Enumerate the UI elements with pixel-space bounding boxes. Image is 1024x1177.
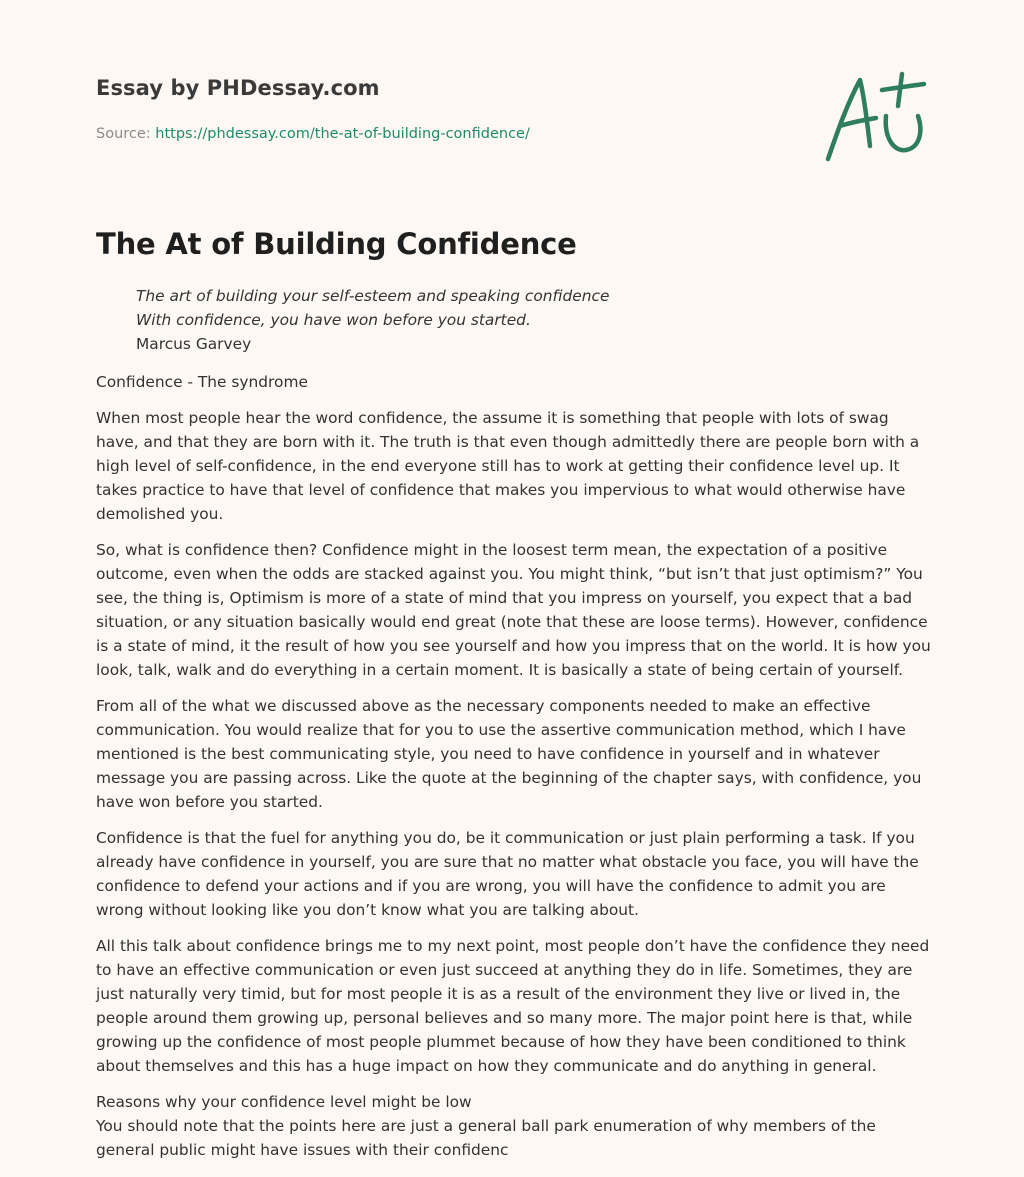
- paragraph: When most people hear the word confidence, the assume it is something that people with lots of swag have, and that they are born with it. The truth is that even though admittedly there are people born with a high level of self-confidence, in the end everyone still has to work at getting their confidence level up. It takes practice to have that level of confidence that makes you impervious to what would otherwise have demolished you.: [96, 409, 920, 523]
- paragraph: From all of the what we discussed above as the necessary components needed to make an effective communication. You would realize that for you to use the assertive communication method, which I have mentioned is the best communicating style, you need to have confidence in yourself and in whatever message you are passing across. Like the quote at the beginning of the chapter says, with confidence, you have won before you started.: [96, 697, 922, 811]
- paragraph: So, what is confidence then? Confidence might in the loosest term mean, the expectation of a positive outcome, even when the odds are stacked against you. You might think, “but isn’t that just optimism?” You see, the thing is, Optimism is more of a state of mind that you impress on yourself, you expect that a bad situation, or any situation basically would end great (note that these are loose terms). However, confidence is a state of mind, it the result of how you see yourself and how you impress that on the world. It is how you look, talk, walk and do everything in a certain moment. It is basically a state of being certain of yourself.: [96, 541, 931, 679]
- epigraph-quote: [136, 284, 936, 356]
- quote-author: Marcus Garvey: [136, 335, 252, 353]
- source-link[interactable]: https://phdessay.com/the-at-of-building-confidence/: [155, 126, 530, 142]
- paragraph: All this talk about confidence brings me to my next point, most people don’t have the confidence they need to have an effective communication or even just succeed at anything they do in life. Sometimes, they are just naturally very timid, but for most people it is as a result of the environment they live or lived in, the people around them growing up, personal believes and so many more. The major point here is that, while growing up the confidence of most people plummet because of how they have been conditioned to think about themselves and this has a huge impact on how they communicate and do anything in general.: [96, 937, 930, 1075]
- section-heading: Confidence - The syndrome: [96, 373, 308, 391]
- a-plus-logo-icon: [818, 66, 930, 166]
- paragraph: Confidence is that the fuel for anything you do, be it communication or just plain performing a task. If you already have confidence in yourself, you are sure that no matter what obstacle you face, you will have the confidence to defend your actions and if you are wrong, you will have the confidence to admit you are wrong without looking like you don’t know what you are talking about.: [96, 829, 919, 919]
- essay-body: [96, 284, 936, 1162]
- reasons-section: [96, 1090, 936, 1162]
- site-brand: Essay by PHDessay.com: [96, 76, 380, 100]
- quote-line: With confidence, you have won before you started.: [136, 311, 531, 329]
- source-label: Source:: [96, 126, 156, 142]
- source-line: [96, 126, 796, 142]
- essay-title: The At of Building Confidence: [96, 227, 577, 261]
- essay-header: [96, 76, 796, 142]
- reasons-text: You should note that the points here are just a general ball park enumeration of why members of the general public might have issues with their confidenc: [96, 1117, 876, 1159]
- quote-line: The art of building your self-esteem and speaking confidence: [136, 287, 610, 305]
- reasons-heading: Reasons why your confidence level might be low: [96, 1093, 472, 1111]
